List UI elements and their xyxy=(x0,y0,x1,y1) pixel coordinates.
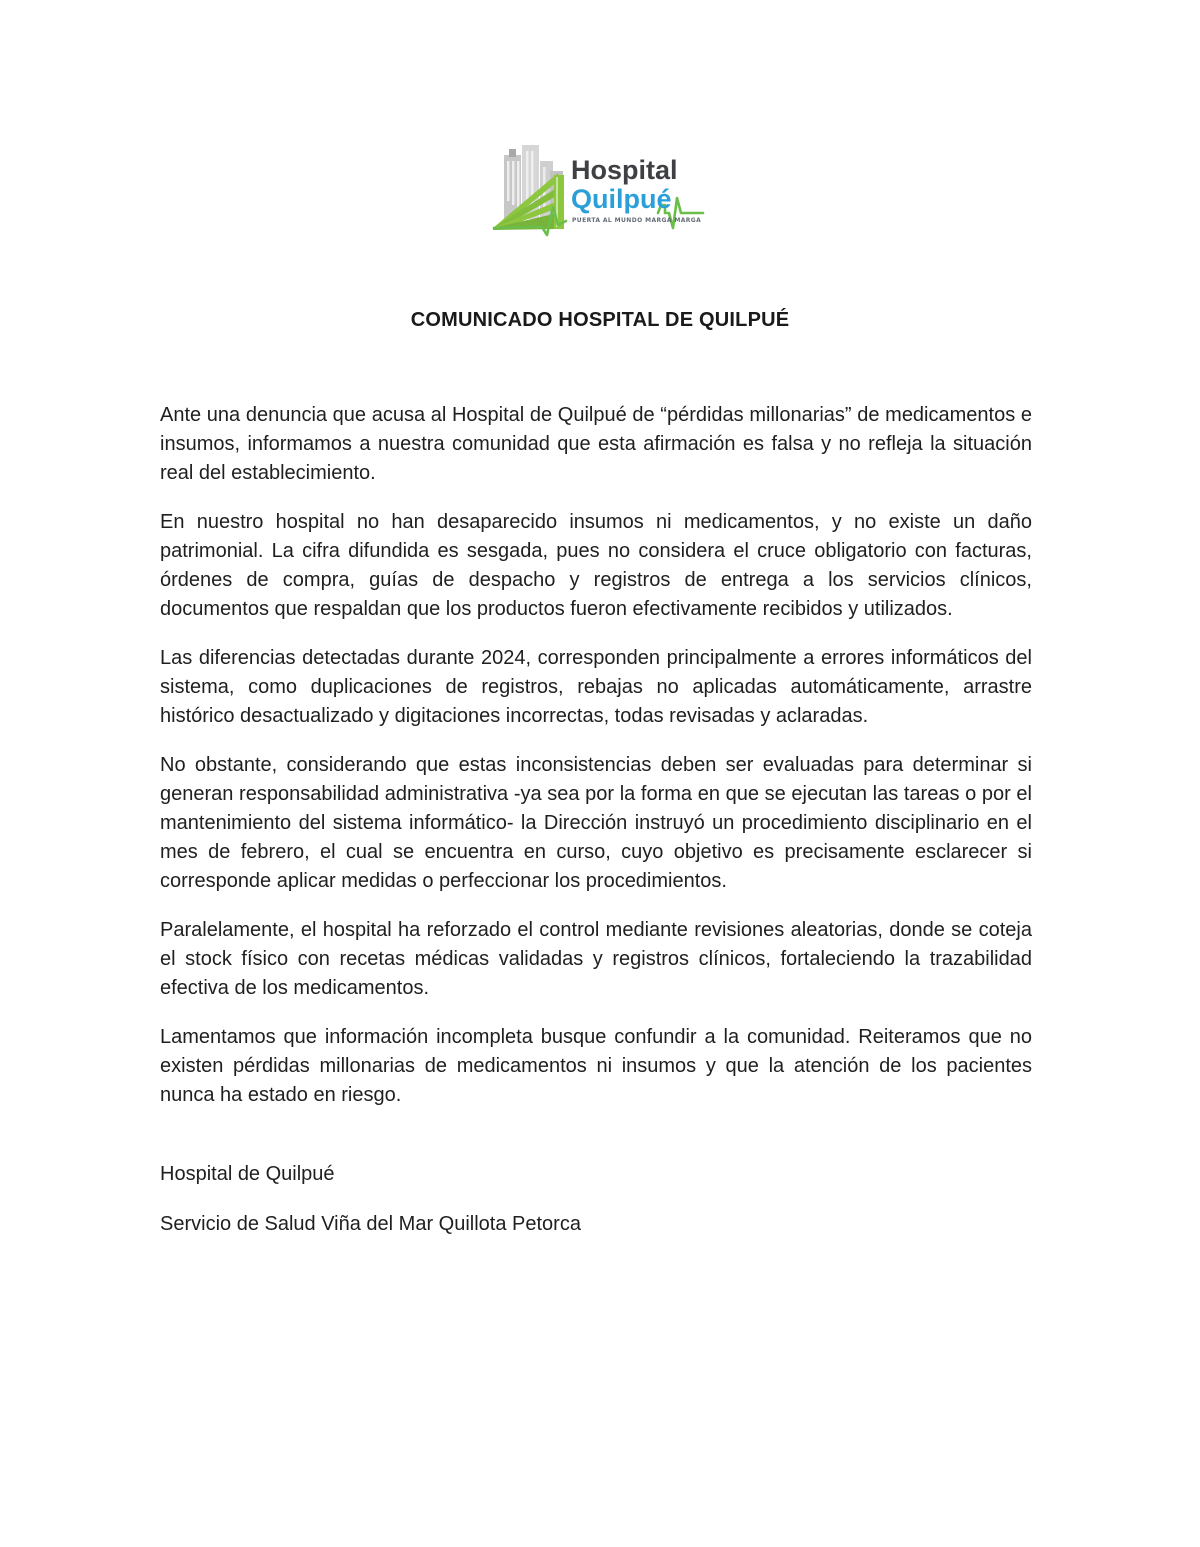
paragraph-2: En nuestro hospital no han desaparecido insumos ni medicamentos, y no existe un daño patrimonial. La cifra difundida es sesgada, pues no considera el cruce obligatorio con facturas, órdenes de compra, guías de despacho y registros de entrega a los servicios clínicos, documentos que respaldan que los productos fueron efectivamente recibidos y utilizados. xyxy=(160,511,1032,620)
document-body xyxy=(160,401,1032,1260)
paragraph-3: Las diferencias detectadas durante 2024, corresponden principalmente a errores informáticos del sistema, como duplicaciones de registros, rebajas no aplicadas automáticamente, arrastre histórico desactualizado y digitaciones incorrectas, todas revisadas y aclaradas. xyxy=(160,647,1032,727)
hospital-quilpue-logo xyxy=(492,141,708,237)
paragraph-5: Paralelamente, el hospital ha reforzado el control mediante revisiones aleatorias, donde se coteja el stock físico con recetas médicas validadas y registros clínicos, fortaleciendo la trazabilidad efectiva de los medicamentos. xyxy=(160,919,1032,999)
logo-name-line2: Quilpué xyxy=(571,184,672,214)
logo-tagline: PUERTA AL MUNDO MARGA MARGA xyxy=(572,217,702,224)
paragraph-4: No obstante, considerando que estas inconsistencias deben ser evaluadas para determinar si generan responsabilidad administrativa -ya sea por la forma en que se ejecutan las tareas o por el mantenimiento del sistema informático- la Dirección instruyó un procedimiento disciplinario en el mes de febrero, el cual se encuentra en curso, cuyo objetivo es precisamente esclarecer si corresponde aplicar medidas o perfeccionar los procedimientos. xyxy=(160,754,1032,892)
paragraph-1: Ante una denuncia que acusa al Hospital de Quilpué de “pérdidas millonarias” de medicamentos e insumos, informamos a nuestra comunidad que esta afirmación es falsa y no refleja la situación real del establecimiento. xyxy=(160,404,1032,484)
logo-graphic xyxy=(492,141,708,237)
signature-line-2: Servicio de Salud Viña del Mar Quillota Petorca xyxy=(160,1213,581,1235)
document-title: COMUNICADO HOSPITAL DE QUILPUÉ xyxy=(410,309,790,331)
signature-line-1: Hospital de Quilpué xyxy=(160,1163,335,1185)
paragraph-6: Lamentamos que información incompleta busque confundir a la comunidad. Reiteramos que no existen pérdidas millonarias de medicamentos ni insumos y que la atención de los pacientes nunca ha estado en riesgo. xyxy=(160,1026,1032,1106)
signature-block xyxy=(160,1160,1032,1239)
logo-name-line1: Hospital xyxy=(571,155,678,185)
